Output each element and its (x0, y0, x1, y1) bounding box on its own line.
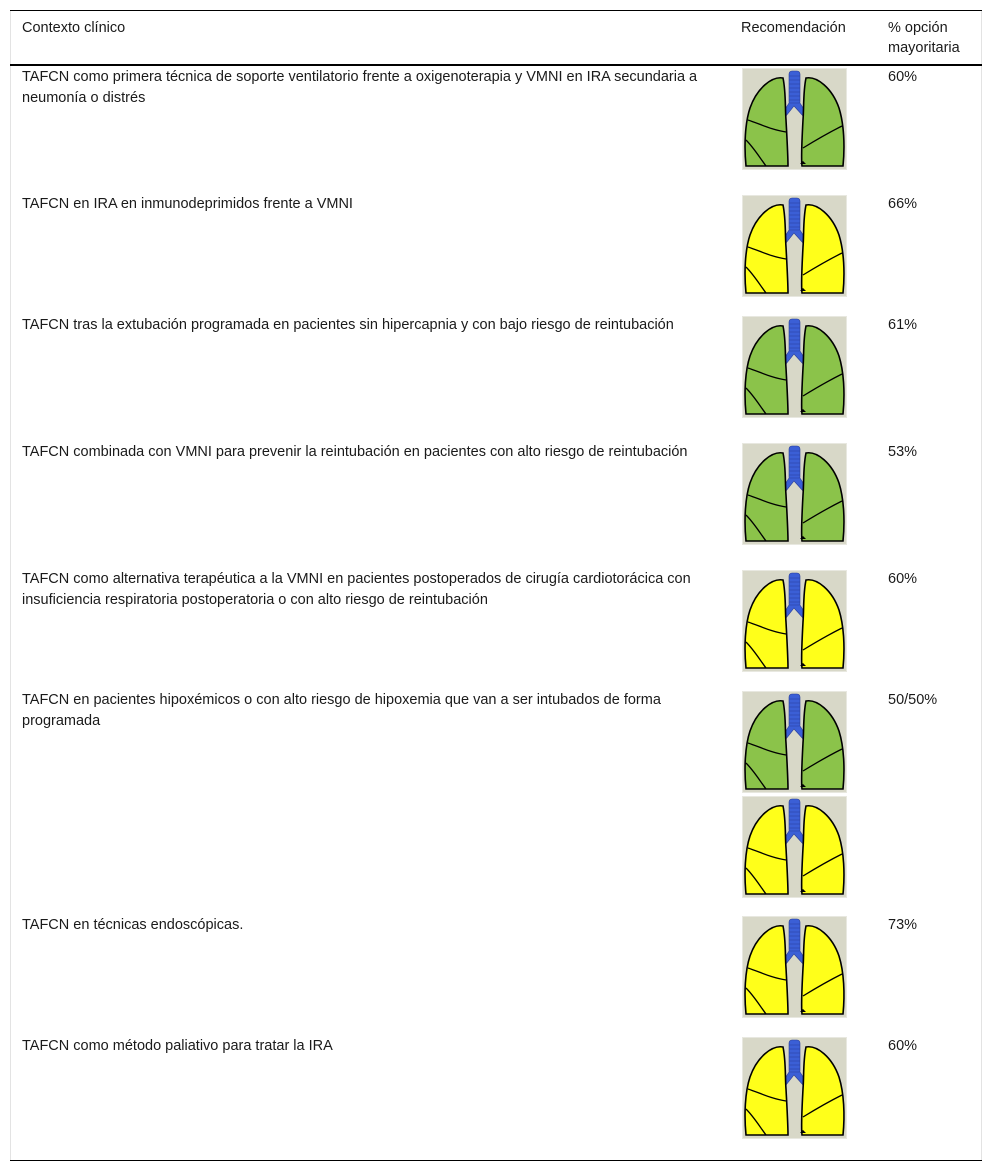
green-lung-icon (742, 68, 847, 170)
yellow-lung-icon (742, 796, 847, 898)
row-context: TAFCN en IRA en inmunodeprimidos frente a VMNI (22, 196, 353, 212)
header-recommendation: Recomendación (741, 20, 846, 36)
yellow-lung-icon (742, 570, 847, 672)
yellow-lung-icon (742, 916, 847, 1018)
row-context: TAFCN en pacientes hipoxémicos o con alto riesgo de hipoxemia que van a ser intubados de forma programada (22, 692, 661, 729)
header-percentage: % opción mayoritaria (888, 20, 960, 56)
row-percentage: 53% (888, 444, 918, 460)
row-percentage: 61% (888, 317, 918, 333)
row-context: TAFCN como primera técnica de soporte ventilatorio frente a oxigenoterapia y VMNI en IRA secundaria a neumonía o distrés (22, 69, 698, 106)
row-percentage: 60% (888, 69, 918, 85)
row-context: TAFCN como alternativa terapéutica a la VMNI en pacientes postoperados de cirugía cardiotorácica con insuficiencia respiratoria postoperatoria o con alto riesgo de reintubación (22, 571, 691, 608)
row-context: TAFCN como método paliativo para tratar la IRA (22, 1038, 333, 1054)
row-percentage: 73% (888, 917, 918, 933)
row-percentage: 50/50% (888, 692, 938, 708)
row-percentage: 60% (888, 1038, 918, 1054)
table-bottom-rule (10, 1160, 982, 1161)
header-context: Contexto clínico (22, 20, 126, 36)
row-context: TAFCN tras la extubación programada en pacientes sin hipercapnia y con bajo riesgo de reintubación (22, 317, 674, 333)
table-header-rule (10, 64, 982, 66)
row-percentage: 66% (888, 196, 918, 212)
table-top-rule (10, 10, 982, 11)
row-context: TAFCN en técnicas endoscópicas. (22, 917, 244, 933)
row-context: TAFCN combinada con VMNI para prevenir la reintubación en pacientes con alto riesgo de reintubación (22, 444, 688, 460)
row-percentage: 60% (888, 571, 918, 587)
green-lung-icon (742, 691, 847, 793)
green-lung-icon (742, 443, 847, 545)
yellow-lung-icon (742, 195, 847, 297)
green-lung-icon (742, 316, 847, 418)
yellow-lung-icon (742, 1037, 847, 1139)
